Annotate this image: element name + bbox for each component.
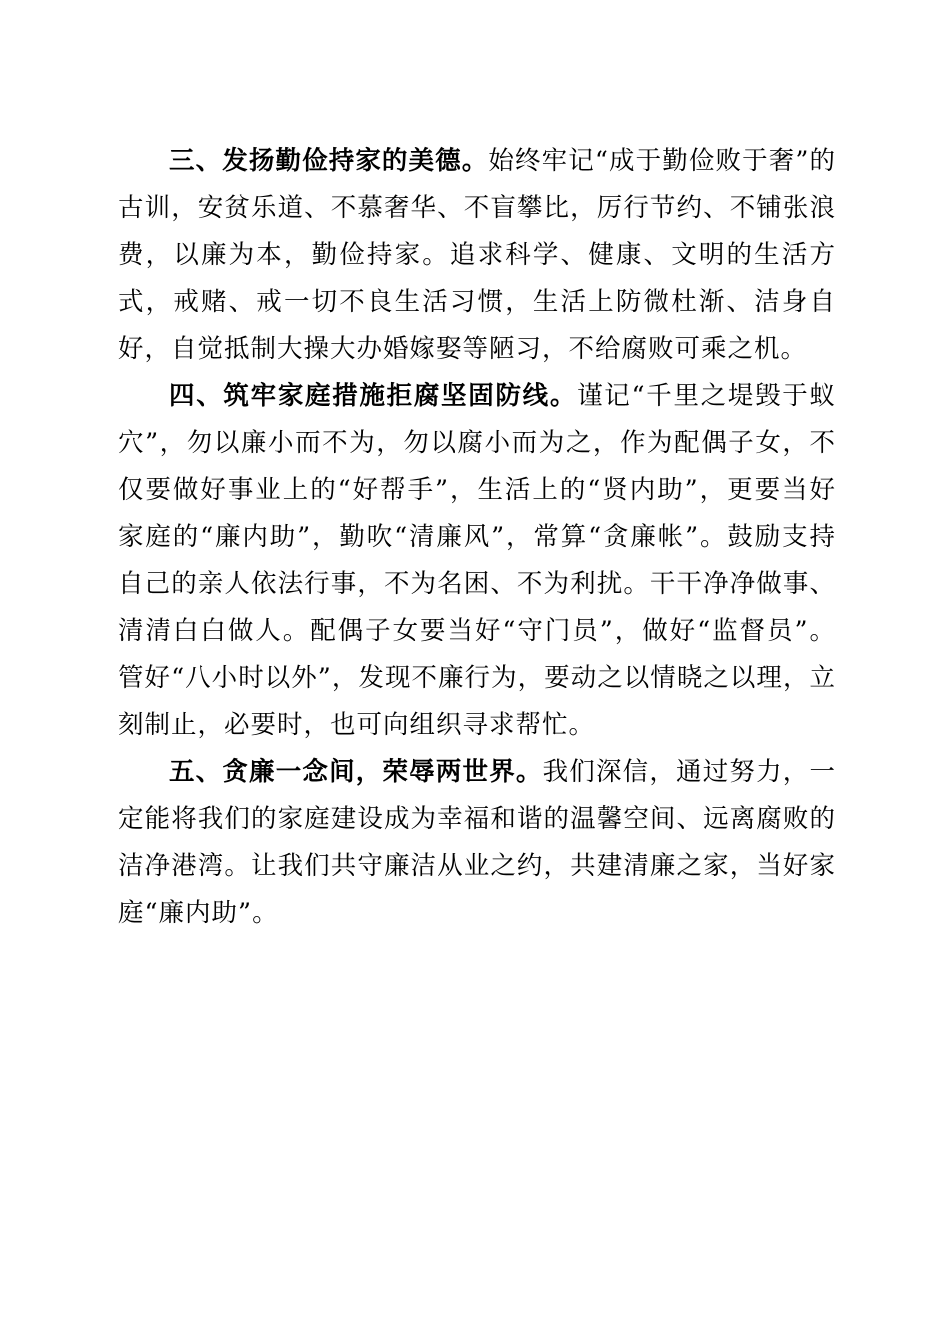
paragraph-thrift	[118, 138, 836, 373]
document-body	[118, 138, 836, 937]
paragraph-heading: 四、筑牢家庭措施拒腐坚固防线。	[169, 381, 578, 411]
paragraph-conclusion	[118, 749, 836, 937]
paragraph-text: 谨记“千里之堤毁于蚁穴”，勿以廉小而不为，勿以腐小而为之，作为配偶子女，不仅要做好事业上的“好帮手”，生活上的“贤内助”，更要当好家庭的“廉内助”，勤吹“清廉风”，常算“贪廉帐”。鼓励支持自己的亲人依法行事，不为名困、不为利扰。干干净净做事、清清白白做人。配偶子女要当好“守门员”，做好“监督员”。管好“八小时以外”，发现不廉行为，要动之以情晓之以理，立刻制止，必要时，也可向组织寻求帮忙。	[118, 381, 836, 740]
paragraph-heading: 五、贪廉一念间，荣辱两世界。	[169, 757, 543, 787]
paragraph-text: 始终牢记“成于勤俭败于奢”的古训，安贫乐道、不慕奢华、不盲攀比，厉行节约、不铺张浪费，以廉为本，勤俭持家。追求科学、健康、文明的生活方式，戒赌、戒一切不良生活习惯，生活上防微杜渐、洁身自好，自觉抵制大操大办婚嫁娶等陋习，不给腐败可乘之机。	[118, 146, 836, 364]
paragraph-anti-corruption	[118, 373, 836, 749]
paragraph-text: 我们深信，通过努力，一定能将我们的家庭建设成为幸福和谐的温馨空间、远离腐败的洁净港湾。让我们共守廉洁从业之约，共建清廉之家，当好家庭“廉内助”。	[118, 757, 836, 928]
paragraph-heading: 三、发扬勤俭持家的美德。	[169, 146, 489, 176]
